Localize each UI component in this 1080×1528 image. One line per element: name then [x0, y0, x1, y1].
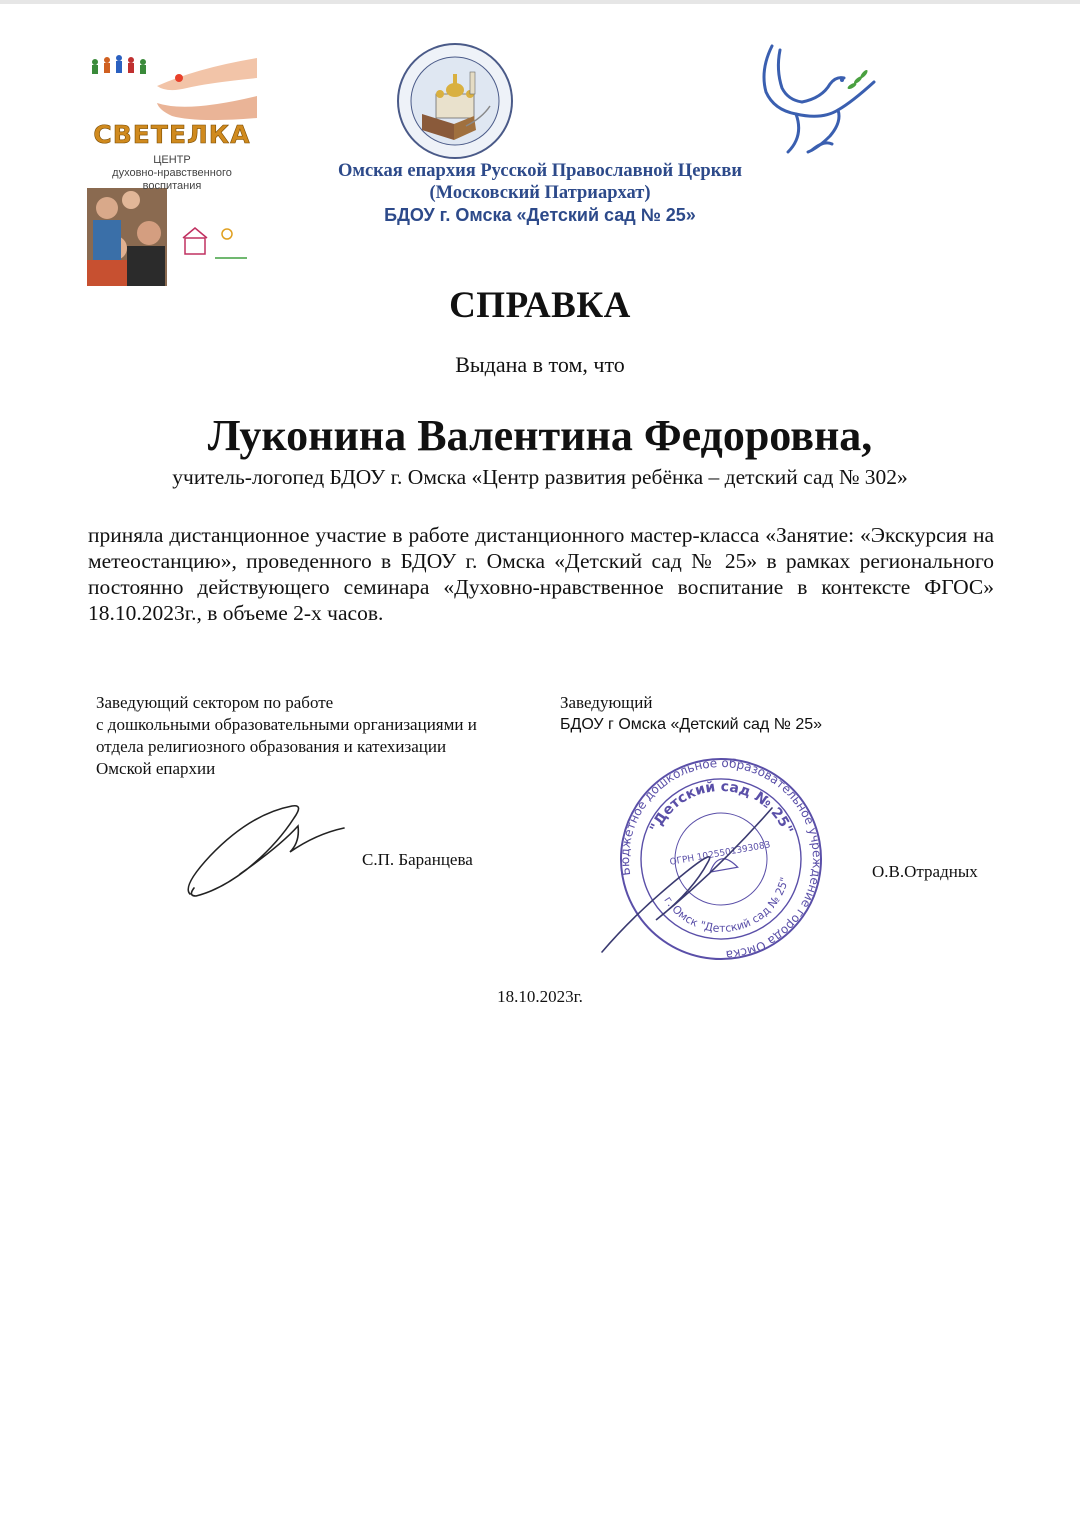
- left-signatory-line-4: Омской епархии: [96, 759, 216, 778]
- top-border: [0, 0, 1080, 4]
- stamp-bottom-text: г. Омск "Детский сад № 25": [661, 875, 792, 935]
- right-signatory-title: [560, 692, 980, 736]
- document-date: 18.10.2023г.: [497, 987, 583, 1006]
- left-handwritten-signature: [180, 796, 350, 906]
- certificate-body: приняла дистанционное участие в работе дистанционного мастер-класса «Занятие: «Экскурсия на метеостанцию», проведенного в БДОУ г. Омска «Детский сад № 25» в рамках регионального постоянно действующего семинара «Духовно-нравственное воспитание в контексте ФГОС» 18.10.2023г., в объеме 2-х часов.: [88, 523, 994, 625]
- stamp-inner-text: "Детский сад № 25": [647, 778, 796, 837]
- person-name: Луконина Валентина Федоровна,: [207, 411, 873, 460]
- left-signatory-title: [96, 692, 556, 780]
- left-signatory-line-3: отдела религиозного образования и катехизации: [96, 737, 447, 756]
- issued-line: Выдана в том, что: [455, 352, 625, 377]
- document-title: СПРАВКА: [449, 285, 631, 326]
- right-signatory-line-2: БДОУ г Омска «Детский сад № 25»: [560, 716, 823, 733]
- left-signatory-line-1: Заведующий сектором по работе: [96, 693, 334, 712]
- person-position: учитель-логопед БДОУ г. Омска «Центр развития ребёнка – детский сад № 302»: [172, 465, 908, 489]
- stamp-outer-text: Бюджетное дошкольное образовательное учреждение города Омска: [617, 755, 825, 962]
- header-diocese: Омская епархия Русской Православной Церкви: [337, 161, 743, 181]
- header-patriarchate: (Московский Патриархат): [429, 183, 651, 202]
- right-signatory-line-1: Заведующий: [560, 693, 653, 712]
- dove-logo: [752, 40, 880, 160]
- stamp-ogrn: ОГРН 1025501393083: [668, 840, 772, 868]
- logo-line-1: ЦЕНТР: [153, 154, 191, 166]
- left-signatory-name: С.П. Баранцева: [362, 850, 473, 869]
- right-signatory-name: О.В.Отрадных: [872, 862, 978, 881]
- logo-wordmark: СВЕТЕЛКА: [93, 120, 251, 149]
- children-figures: [92, 55, 146, 74]
- logo-line-2: духовно-нравственного: [112, 167, 232, 179]
- left-signatory-line-2: с дошкольными образовательными организациями и: [96, 715, 477, 734]
- diocese-seal-logo: [396, 42, 514, 160]
- official-stamp: [596, 752, 846, 967]
- logo-line-3: воспитания: [142, 180, 202, 192]
- header-kindergarten: БДОУ г. Омска «Детский сад № 25»: [384, 205, 696, 225]
